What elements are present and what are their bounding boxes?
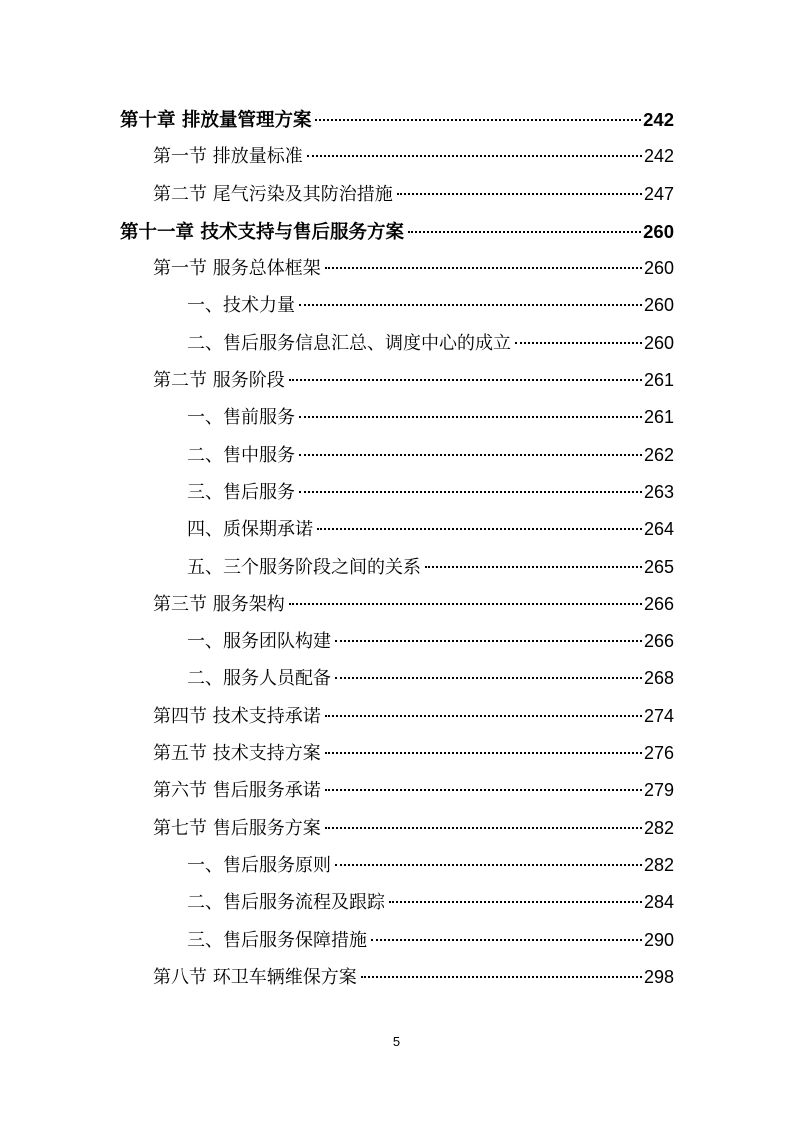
toc-entry-title: 第十章 排放量管理方案 [120,110,312,131]
toc-entry-page-number: 266 [643,593,674,614]
toc-subsection-entry[interactable] [120,399,674,436]
toc-entry-title: 第七节 售后服务方案 [153,817,321,839]
toc-entry-title: 第十一章 技术支持与售后服务方案 [120,221,404,243]
toc-dot-leader [299,491,642,493]
toc-entry-page-number: 298 [643,966,674,987]
toc-dot-leader [299,416,642,418]
toc-subsection-entry[interactable] [120,437,674,474]
toc-dot-leader [408,231,641,233]
toc-entry-page-number: 282 [643,854,674,875]
toc-subsection-entry[interactable] [120,922,674,959]
toc-entry-page-number: 242 [643,146,674,167]
toc-subsection-entry[interactable] [120,287,674,324]
toc-entry-page-number: 261 [643,407,674,428]
toc-entry-title: 二、售中服务 [187,444,295,466]
toc-section-entry[interactable] [120,810,674,847]
toc-dot-leader [389,901,642,903]
toc-dot-leader [425,566,642,568]
toc-section-entry[interactable] [120,959,674,996]
toc-entry-page-number: 242 [643,109,674,130]
toc-dot-leader [361,976,642,978]
toc-entry-page-number: 284 [643,892,674,913]
toc-entry-title: 第三节 服务架构 [153,593,285,615]
toc-section-entry[interactable] [120,735,674,772]
toc-entry-title: 第一节 服务总体框架 [153,258,321,280]
toc-entry-title: 二、售后服务信息汇总、调度中心的成立 [187,332,511,354]
toc-entry-page-number: 266 [643,631,674,652]
toc-dot-leader [315,119,641,121]
toc-entry-page-number: 260 [643,332,674,353]
table-of-contents [120,101,674,996]
toc-entry-title: 第五节 技术支持方案 [153,743,321,765]
toc-entry-page-number: 264 [643,519,674,540]
toc-section-entry[interactable] [120,250,674,287]
toc-entry-title: 第六节 售后服务承诺 [153,780,321,802]
toc-dot-leader [289,379,642,381]
toc-entry-page-number: 290 [643,929,674,950]
toc-section-entry[interactable] [120,772,674,809]
toc-subsection-entry[interactable] [120,623,674,660]
toc-subsection-entry[interactable] [120,511,674,548]
toc-entry-page-number: 261 [643,370,674,391]
toc-entry-page-number: 247 [643,183,674,204]
toc-entry-page-number: 260 [643,258,674,279]
page-number: 5 [392,1034,401,1049]
toc-entry-title: 二、服务人员配备 [187,668,331,690]
toc-section-entry[interactable] [120,176,674,213]
toc-entry-title: 第八节 环卫车辆维保方案 [153,966,357,988]
toc-entry-page-number: 265 [643,556,674,577]
toc-entry-title: 一、技术力量 [187,295,295,317]
toc-section-entry[interactable] [120,698,674,735]
toc-chapter-entry[interactable] [120,213,674,250]
toc-entry-title: 第一节 排放量标准 [153,146,303,168]
toc-entry-page-number: 260 [643,220,674,242]
toc-dot-leader [325,827,642,829]
toc-entry-title: 四、质保期承诺 [187,519,313,541]
toc-subsection-entry[interactable] [120,549,674,586]
toc-dot-leader [307,155,642,157]
toc-chapter-entry[interactable] [120,101,674,138]
toc-entry-title: 三、售后服务 [187,481,295,503]
toc-subsection-entry[interactable] [120,847,674,884]
toc-entry-page-number: 262 [643,444,674,465]
toc-dot-leader [515,342,642,344]
toc-section-entry[interactable] [120,586,674,623]
toc-dot-leader [397,193,642,195]
toc-entry-page-number: 268 [643,668,674,689]
toc-dot-leader [325,267,642,269]
toc-section-entry[interactable] [120,362,674,399]
toc-section-entry[interactable] [120,138,674,175]
toc-subsection-entry[interactable] [120,660,674,697]
toc-dot-leader [335,640,642,642]
toc-dot-leader [325,789,642,791]
toc-entry-page-number: 274 [643,705,674,726]
toc-dot-leader [289,603,642,605]
toc-dot-leader [299,304,642,306]
toc-dot-leader [325,715,642,717]
toc-entry-page-number: 260 [643,295,674,316]
toc-entry-title: 第四节 技术支持承诺 [153,705,321,727]
toc-entry-title: 三、售后服务保障措施 [187,929,367,951]
toc-entry-page-number: 279 [643,780,674,801]
toc-dot-leader [325,752,642,754]
toc-entry-page-number: 282 [643,817,674,838]
toc-entry-title: 第二节 服务阶段 [153,370,285,392]
toc-dot-leader [335,864,642,866]
toc-entry-title: 一、售前服务 [187,407,295,429]
toc-subsection-entry[interactable] [120,474,674,511]
toc-subsection-entry[interactable] [120,325,674,362]
toc-dot-leader [299,454,642,456]
toc-dot-leader [371,939,642,941]
toc-entry-title: 第二节 尾气污染及其防治措施 [153,183,393,205]
toc-entry-title: 一、服务团队构建 [187,631,331,653]
toc-entry-title: 一、售后服务原则 [187,854,331,876]
toc-dot-leader [317,528,642,530]
toc-dot-leader [335,677,642,679]
toc-entry-page-number: 263 [643,481,674,502]
toc-subsection-entry[interactable] [120,884,674,921]
toc-entry-page-number: 276 [643,743,674,764]
toc-entry-title: 五、三个服务阶段之间的关系 [187,556,421,578]
toc-entry-title: 二、售后服务流程及跟踪 [187,892,385,914]
